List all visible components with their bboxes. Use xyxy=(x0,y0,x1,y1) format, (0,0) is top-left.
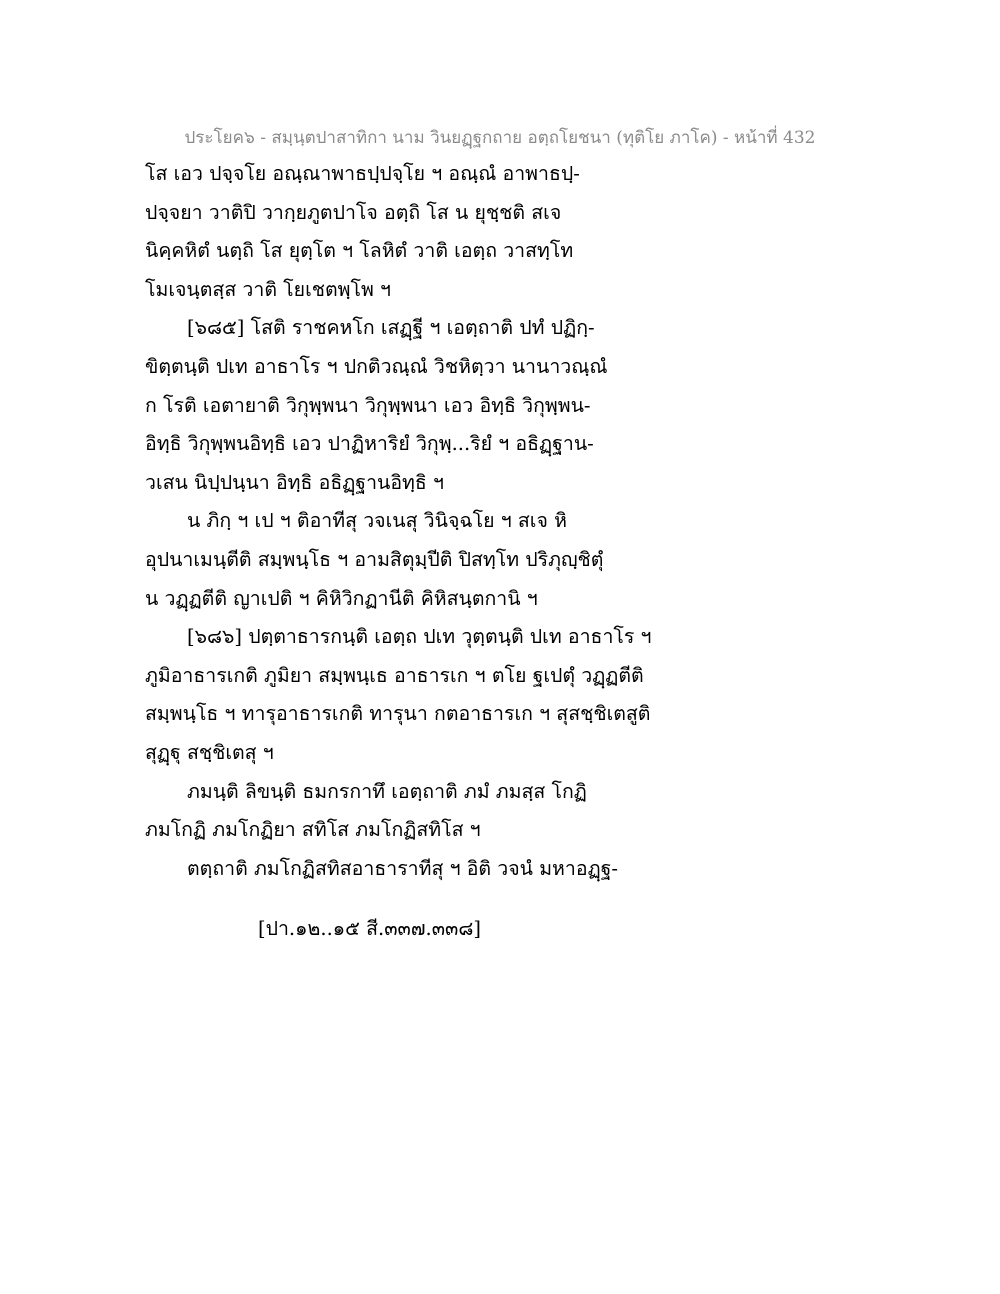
text-line: อิทฺธิ วิกุพฺพนอิทฺธิ เอว ปาฏิหาริยํ วิกุพฺ...ริยํ ฯ อธิฏฺฐาน- xyxy=(145,432,594,456)
body-text xyxy=(145,155,652,888)
page-reference: [ปา.๑๒..๑๕ สี.๓๓๗.๓๓๘] xyxy=(258,917,482,940)
text-line: นิคฺคหิตํ นตฺถิ โส ยุตฺโต ฯ โลหิตํ วาติ เอตฺถ วาสทฺโท xyxy=(145,239,574,263)
text-line: ก โรติ เอตายาติ วิกุพฺพนา วิกุพฺพนา เอว อิทฺธิ วิกุพฺพน- xyxy=(145,393,591,417)
text-line: น วฏฺฏตีติ ญาเปติ ฯ คิหิวิกฏานีติ คิหิสนฺตกานิ ฯ xyxy=(145,586,538,610)
text-line: วเสน นิปฺปนฺนา อิทฺธิ อธิฏฺฐานอิทฺธิ ฯ xyxy=(145,470,444,494)
text-line: โส เอว ปจฺจโย อณฺณาพาธปฺปจฺโย ฯ อณฺณํ อาพาธปฺ- xyxy=(145,162,580,185)
text-line: โมเจนฺตสฺส วาติ โยเชตพฺโพ ฯ xyxy=(145,277,391,301)
paragraph-start-line: [๖๘๖] ปตฺตาธารกนฺติ เอตฺถ ปเท วุตฺตนฺติ ปเท อาธาโร ฯ xyxy=(187,625,652,649)
running-header: ประโยค๖ - สมฺนฺตปาสาทิกา นาม วินยฏฺฐกถาย อตฺถโยชนา (ทุติโย ภาโค) - หน้าที่ 432 xyxy=(184,128,816,148)
text-line: สุฏฺฐุ สชฺชิเตสุ ฯ xyxy=(145,740,274,764)
text-line: อุปนาเมนฺตีติ สมฺพนฺโธ ฯ อามสิตุมฺปีติ ปิสทฺโท ปริภุญฺชิตุํ xyxy=(145,547,604,571)
text-line: ขิตฺตนฺติ ปเท อาธาโร ฯ ปกติวณฺณํ วิชหิตฺวา นานาวณฺณํ xyxy=(145,354,608,378)
paragraph-start-line: ภมนฺติ ลิขนฺติ ธมกรกาทึ เอตฺถาติ ภมํ ภมสฺส โกฏิ xyxy=(187,779,587,803)
text-line: ปจฺจยา วาติปิ วากฺยภูตปาโจ อตฺถิ โส น ยุชฺชติ สเจ xyxy=(145,200,562,224)
text-line: สมฺพนฺโธ ฯ ทารุอาธารเกติ ทารุนา กตอาธารเก ฯ สุสชฺชิเตสูติ xyxy=(145,702,651,726)
text-line: ภมโกฏิ ภมโกฏิยา สทิโส ภมโกฏิสทิโส ฯ xyxy=(145,818,481,842)
text-line: ภูมิอาธารเกติ ภูมิยา สมฺพนฺเธ อาธารเก ฯ ตโย ฐเปตุํ วฏฺฏตีติ xyxy=(145,663,644,687)
paragraph-start-line: [๖๘๕] โสติ ราชคหโก เสฏฺฐี ฯ เอตฺถาติ ปทํ ปฏิกฺ- xyxy=(187,316,595,340)
paragraph-start-line: ตตฺถาติ ภมโกฏิสทิสอาธาราทีสุ ฯ อิติ วจนํ มหาอฏฺฐ- xyxy=(187,856,619,880)
paragraph-start-line: น ภิกฺ ฯ เป ฯ ติอาทีสุ วจเนสุ วินิจฺฉโย ฯ สเจ หิ xyxy=(187,509,567,533)
